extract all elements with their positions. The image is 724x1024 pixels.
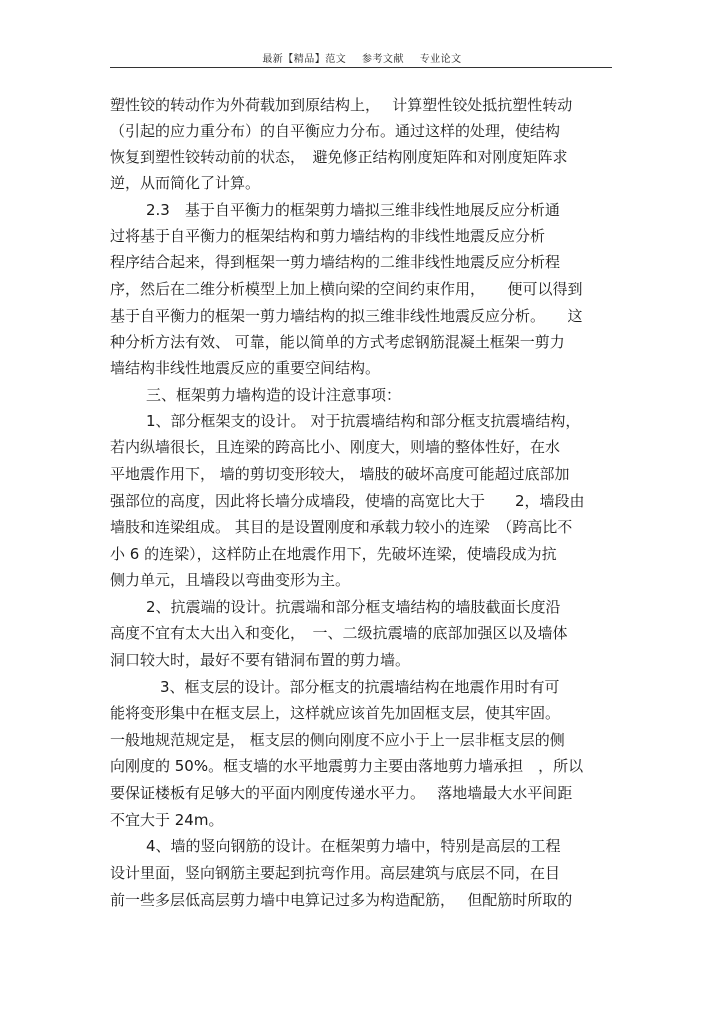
text-line: 小 6 的连梁），这样防止在地震作用下，先破坏连梁，使墙段成为抗	[110, 545, 557, 563]
header-item-fanwen: 最新【精品】范文	[262, 54, 347, 65]
header-rule	[110, 67, 612, 68]
text-line: 强部位的高度，因此将长墙分成墙段，使墙的高宽比大于 2，墙段由	[110, 492, 585, 510]
text-line: 墙结构非线性地震反应的重要空间结构。	[110, 359, 381, 377]
text-line: 逆，从而简化了计算。	[110, 174, 261, 192]
text-line: 侧力单元，且墙段以弯曲变形为主。	[110, 571, 351, 589]
text-line: 不宜大于 24m。	[110, 811, 224, 829]
header-item-lunwen: 专业论文	[419, 54, 462, 65]
section-heading: 三、框架剪力墙构造的设计注意事项：	[146, 386, 402, 404]
text-line: 3、框支层的设计。部分框支的抗震墙结构在地震作用时有可	[160, 678, 560, 696]
text-line: 向刚度的 50%。框支墙的水平地震剪力主要由落地剪力墙承担 ，所以	[110, 757, 584, 775]
text-line: 基于自平衡力的框架一剪力墙结构的拟三维非线性地震反应分析。 这	[110, 307, 583, 325]
text-line: 一般地规范规定是， 框支层的侧向刚度不应小于上一层非框支层的侧	[110, 731, 565, 749]
text-line: 洞口较大时，最好不要有错洞布置的剪力墙。	[110, 651, 411, 669]
text-line: 恢复到塑性铰转动前的状态， 避免修正结构刚度矩阵和对刚度矩阵求	[110, 148, 568, 166]
text-line: 高度不宜有太大出入和变化， 一、二级抗震墙的底部加强区以及墙体	[110, 624, 568, 642]
text-line: 前一些多层低高层剪力墙中电算记过多为构造配筋， 但配筋时所取的	[110, 891, 573, 909]
text-line: 塑性铰的转动作为外荷载加到原结构上， 计算塑性铰处抵抗塑性转动	[110, 96, 573, 114]
page-header	[0, 50, 724, 65]
text-line: 程序结合起来，得到框架一剪力墙结构的二维非线性地震反应分析程	[110, 253, 561, 271]
text-line: 1、部分框架支的设计。 对于抗震墙结构和部分框支抗震墙结构，	[146, 412, 581, 430]
text-line: 2.3 基于自平衡力的框架剪力墙拟三维非线性地展反应分析通	[146, 201, 560, 219]
text-line: 过将基于自平衡力的框架结构和剪力墙结构的非线性地震反应分析	[110, 227, 546, 245]
text-line: 4、墙的竖向钢筋的设计。在框架剪力墙中，特别是高层的工程	[146, 837, 561, 855]
text-line: 要保证楼板有足够大的平面内刚度传递水平力。 落地墙最大水平间距	[110, 784, 573, 802]
text-line: 序，然后在二维分析模型上加上横向梁的空间约束作用， 便可以得到	[110, 280, 583, 298]
text-line: 种分析方法有效、 可靠，能以简单的方式考虑钢筋混凝土框架一剪力	[110, 333, 565, 351]
text-line: （引起的应力重分布）的自平衡应力分布。通过这样的处理，使结构	[110, 122, 561, 140]
text-line: 能将变形集中在框支层上，这样就应该首先加固框支层，使其牢固。	[110, 704, 561, 722]
text-line: 若内纵墙很长，且连梁的跨高比小、刚度大，则墙的整体性好，在水	[110, 438, 561, 456]
text-line: 2、抗震端的设计。抗震端和部分框支墙结构的墙肢截面长度沿	[146, 598, 561, 616]
text-line: 墙肢和连梁组成。 其目的是设置刚度和承载力较小的连梁 （跨高比不	[110, 518, 573, 536]
header-item-cankao: 参考文献	[362, 54, 404, 65]
text-line: 设计里面，竖向钢筋主要起到抗弯作用。高层建筑与底层不同，在目	[110, 864, 561, 882]
text-line: 平地震作用下， 墙的剪切变形较大， 墙肢的破坏高度可能超过底部加	[110, 465, 570, 483]
